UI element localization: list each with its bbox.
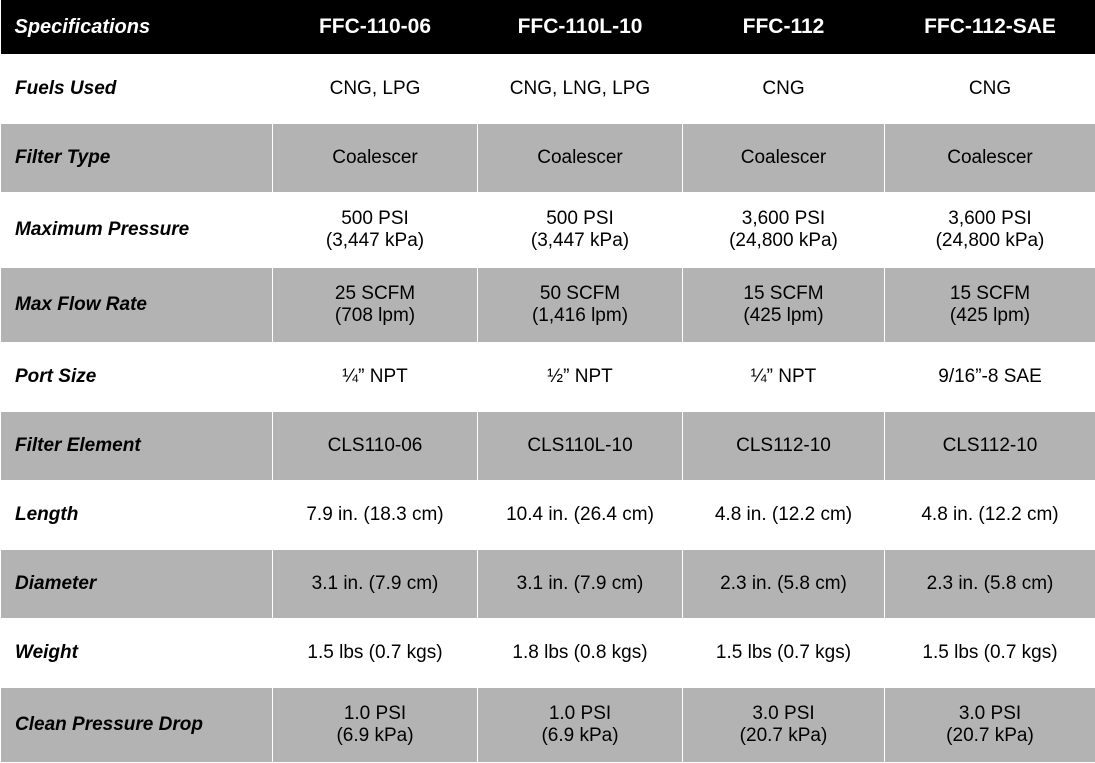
cell-value — [885, 193, 1095, 268]
cell-value — [478, 268, 683, 343]
cell-value — [683, 688, 885, 763]
cell-value — [683, 193, 885, 268]
cell-line-secondary: (1,416 lpm) — [492, 305, 668, 327]
cell-value — [683, 619, 885, 688]
cell-line-secondary: (425 lpm) — [697, 305, 870, 327]
cell-line-primary: CNG, LNG, LPG — [492, 78, 668, 100]
cell-line-primary: ¼” NPT — [287, 366, 463, 388]
cell-line-primary: 2.3 in. (5.8 cm) — [697, 573, 870, 595]
table-row — [1, 412, 1095, 481]
table-row — [1, 688, 1095, 763]
table-row — [1, 619, 1095, 688]
cell-value — [273, 412, 478, 481]
row-label: Max Flow Rate — [1, 268, 273, 343]
cell-line-primary: 4.8 in. (12.2 cm) — [697, 504, 870, 526]
cell-line-secondary: (24,800 kPa) — [697, 230, 870, 252]
cell-line-primary: Coalescer — [697, 147, 870, 169]
column-header-model-2: FFC-110L-10 — [478, 0, 683, 55]
cell-line-secondary: (425 lpm) — [899, 305, 1081, 327]
cell-line-secondary: (3,447 kPa) — [492, 230, 668, 252]
row-label: Maximum Pressure — [1, 193, 273, 268]
cell-line-secondary: (6.9 kPa) — [492, 725, 668, 747]
cell-line-primary: 2.3 in. (5.8 cm) — [899, 573, 1081, 595]
table-row — [1, 268, 1095, 343]
cell-line-primary: 1.0 PSI — [287, 703, 463, 725]
cell-value — [273, 619, 478, 688]
cell-value — [478, 193, 683, 268]
cell-line-primary: CLS112-10 — [899, 435, 1081, 457]
cell-line-primary: 25 SCFM — [287, 283, 463, 305]
cell-value — [478, 55, 683, 124]
table-row — [1, 343, 1095, 412]
cell-value — [683, 124, 885, 193]
cell-value — [683, 343, 885, 412]
cell-value — [683, 550, 885, 619]
cell-line-primary: Coalescer — [492, 147, 668, 169]
row-label: Diameter — [1, 550, 273, 619]
cell-value — [273, 481, 478, 550]
row-label: Filter Type — [1, 124, 273, 193]
cell-value — [885, 124, 1095, 193]
cell-value — [683, 268, 885, 343]
cell-value — [273, 124, 478, 193]
cell-value — [885, 55, 1095, 124]
row-label: Length — [1, 481, 273, 550]
cell-value — [885, 412, 1095, 481]
cell-line-primary: 1.8 lbs (0.8 kgs) — [492, 642, 668, 664]
cell-line-secondary: (708 lpm) — [287, 305, 463, 327]
cell-value — [683, 412, 885, 481]
cell-line-primary: 1.5 lbs (0.7 kgs) — [697, 642, 870, 664]
cell-value — [683, 55, 885, 124]
table-row — [1, 481, 1095, 550]
cell-value — [478, 124, 683, 193]
table-header — [1, 0, 1095, 55]
cell-value — [478, 343, 683, 412]
cell-line-primary: ½” NPT — [492, 366, 668, 388]
cell-line-secondary: (20.7 kPa) — [899, 725, 1081, 747]
row-label: Filter Element — [1, 412, 273, 481]
cell-value — [478, 688, 683, 763]
cell-line-primary: 3.0 PSI — [697, 703, 870, 725]
cell-line-primary: 3.0 PSI — [899, 703, 1081, 725]
cell-line-primary: Coalescer — [899, 147, 1081, 169]
cell-line-secondary: (24,800 kPa) — [899, 230, 1081, 252]
cell-line-primary: Coalescer — [287, 147, 463, 169]
cell-line-primary: 9/16”-8 SAE — [899, 366, 1081, 388]
cell-value — [683, 481, 885, 550]
column-header-model-4: FFC-112-SAE — [885, 0, 1095, 55]
cell-value — [273, 55, 478, 124]
cell-line-primary: 500 PSI — [492, 208, 668, 230]
table-row — [1, 55, 1095, 124]
column-header-specifications: Specifications — [1, 0, 273, 55]
column-header-model-3: FFC-112 — [683, 0, 885, 55]
cell-line-primary: CNG — [697, 78, 870, 100]
cell-value — [885, 268, 1095, 343]
cell-line-secondary: (6.9 kPa) — [287, 725, 463, 747]
table-body — [1, 55, 1095, 763]
column-header-model-1: FFC-110-06 — [273, 0, 478, 55]
table-row — [1, 550, 1095, 619]
cell-line-primary: 3,600 PSI — [899, 208, 1081, 230]
cell-line-primary: 1.0 PSI — [492, 703, 668, 725]
cell-value — [478, 481, 683, 550]
cell-value — [273, 550, 478, 619]
cell-line-primary: 3,600 PSI — [697, 208, 870, 230]
row-label: Port Size — [1, 343, 273, 412]
cell-line-secondary: (20.7 kPa) — [697, 725, 870, 747]
cell-value — [885, 550, 1095, 619]
cell-value — [885, 481, 1095, 550]
table-row — [1, 124, 1095, 193]
cell-line-primary: 50 SCFM — [492, 283, 668, 305]
row-label: Fuels Used — [1, 55, 273, 124]
cell-value — [478, 619, 683, 688]
cell-value — [885, 688, 1095, 763]
cell-line-primary: 7.9 in. (18.3 cm) — [287, 504, 463, 526]
row-label: Weight — [1, 619, 273, 688]
cell-line-secondary: (3,447 kPa) — [287, 230, 463, 252]
cell-line-primary: 15 SCFM — [697, 283, 870, 305]
cell-line-primary: 3.1 in. (7.9 cm) — [287, 573, 463, 595]
cell-line-primary: CLS110L-10 — [492, 435, 668, 457]
cell-line-primary: 15 SCFM — [899, 283, 1081, 305]
cell-value — [273, 268, 478, 343]
cell-line-primary: 4.8 in. (12.2 cm) — [899, 504, 1081, 526]
header-row — [1, 0, 1095, 55]
row-label: Clean Pressure Drop — [1, 688, 273, 763]
cell-line-primary: CNG — [899, 78, 1081, 100]
cell-line-primary: 1.5 lbs (0.7 kgs) — [287, 642, 463, 664]
cell-line-primary: 10.4 in. (26.4 cm) — [492, 504, 668, 526]
cell-value — [885, 619, 1095, 688]
cell-line-primary: ¼” NPT — [697, 366, 870, 388]
cell-value — [273, 343, 478, 412]
cell-value — [273, 193, 478, 268]
cell-line-primary: 500 PSI — [287, 208, 463, 230]
cell-value — [885, 343, 1095, 412]
cell-line-primary: CLS110-06 — [287, 435, 463, 457]
cell-line-primary: CLS112-10 — [697, 435, 870, 457]
cell-value — [273, 688, 478, 763]
table-row — [1, 193, 1095, 268]
cell-value — [478, 412, 683, 481]
cell-line-primary: 3.1 in. (7.9 cm) — [492, 573, 668, 595]
cell-line-primary: CNG, LPG — [287, 78, 463, 100]
cell-value — [478, 550, 683, 619]
cell-line-primary: 1.5 lbs (0.7 kgs) — [899, 642, 1081, 664]
